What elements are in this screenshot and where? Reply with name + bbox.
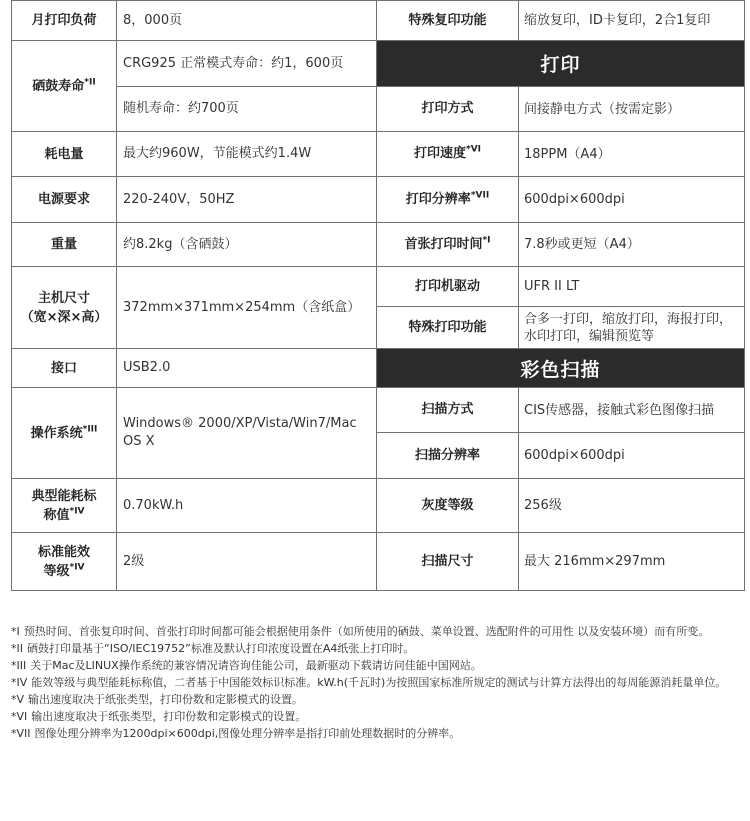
footnote bbox=[11, 623, 739, 640]
spec-label: 灰度等级 bbox=[377, 479, 519, 533]
spec-value: 600dpi×600dpi bbox=[519, 177, 745, 223]
footnote-text: 关于Mac及LINUX操作系统的兼容情况请咨询佳能公司，最新驱动下载请访问佳能中国网站。 bbox=[30, 659, 482, 672]
spec-value: 随机寿命：约700页 bbox=[117, 87, 377, 132]
footnote-mark: *I bbox=[11, 625, 20, 638]
spec-value: 缩放复印，ID卡复印，2合1复印 bbox=[519, 1, 745, 41]
spec-label: 耗电量 bbox=[12, 132, 117, 177]
spec-row bbox=[12, 1, 745, 41]
spec-label bbox=[12, 388, 117, 479]
footnote bbox=[11, 657, 739, 674]
footnote-text: 硒鼓打印量基于“ISO/IEC19752”标准及默认打印浓度设置在A4纸张上打印时。 bbox=[27, 642, 415, 655]
spec-label: 打印方式 bbox=[377, 87, 519, 132]
spec-label: 月打印负荷 bbox=[12, 1, 117, 41]
footnote-ref: *VI bbox=[465, 144, 482, 155]
spec-label: 扫描分辨率 bbox=[377, 433, 519, 479]
footnote-mark: *IV bbox=[11, 676, 28, 689]
spec-label bbox=[12, 267, 117, 349]
spec-value: 最大 216mm×297mm bbox=[519, 533, 745, 591]
label-text: 硒鼓寿命 bbox=[32, 78, 85, 94]
section-header-color-scan: 彩色扫描 bbox=[377, 349, 745, 388]
spec-value: 间接静电方式（按需定影） bbox=[519, 87, 745, 132]
footnote-ref: *III bbox=[82, 424, 98, 435]
footnote-mark: *VII bbox=[11, 727, 31, 740]
spec-value: 最大约960W，节能模式约1.4W bbox=[117, 132, 377, 177]
spec-value: 0.70kW.h bbox=[117, 479, 377, 533]
spec-value: 2级 bbox=[117, 533, 377, 591]
label-line: 称值 bbox=[43, 507, 70, 523]
spec-row bbox=[12, 41, 745, 87]
footnote-ref: *IV bbox=[69, 506, 85, 517]
spec-label: 接口 bbox=[12, 349, 117, 388]
label-line: 主机尺寸 bbox=[37, 290, 90, 306]
footnote-mark: *V bbox=[11, 693, 25, 706]
label-text: 操作系统 bbox=[30, 425, 83, 441]
label-text: 首张打印时间 bbox=[404, 236, 483, 252]
footnote-ref: *I bbox=[482, 235, 491, 246]
spec-label bbox=[12, 533, 117, 591]
footnote-mark: *VI bbox=[11, 710, 28, 723]
spec-row bbox=[12, 223, 745, 267]
footnote-text: 输出速度取决于纸张类型，打印份数和定影模式的设置。 bbox=[28, 693, 304, 706]
spec-value: Windows® 2000/XP/Vista/Win7/Mac OS X bbox=[117, 388, 377, 479]
spec-label bbox=[12, 41, 117, 132]
footnote bbox=[11, 708, 739, 725]
label-line: 等级 bbox=[43, 563, 70, 579]
spec-row bbox=[12, 177, 745, 223]
spec-label bbox=[377, 132, 519, 177]
footnote bbox=[11, 691, 739, 708]
spec-value: 18PPM（A4） bbox=[519, 132, 745, 177]
spec-row bbox=[12, 349, 745, 388]
spec-row bbox=[12, 132, 745, 177]
label-line: （宽×深×高） bbox=[20, 309, 108, 325]
spec-row bbox=[12, 87, 745, 132]
label-text: 打印分辨率 bbox=[405, 191, 471, 207]
footnote-text: 预热时间、首张复印时间、首张打印时间都可能会根据使用条件（如所使用的硒鼓、菜单设置、选配附件的可用性 以及安装环境）而有所变。 bbox=[23, 625, 710, 638]
spec-value: 600dpi×600dpi bbox=[519, 433, 745, 479]
footnote-mark: *II bbox=[11, 642, 23, 655]
spec-label: 打印机驱动 bbox=[377, 267, 519, 307]
spec-row bbox=[12, 388, 745, 433]
spec-row bbox=[12, 479, 745, 533]
spec-row bbox=[12, 533, 745, 591]
footnote bbox=[11, 674, 739, 691]
spec-value: 8，000页 bbox=[117, 1, 377, 41]
footnote-ref: *IV bbox=[69, 562, 85, 573]
spec-value: CIS传感器，接触式彩色图像扫描 bbox=[519, 388, 745, 433]
footnote bbox=[11, 725, 739, 742]
footnote-text: 输出速度取决于纸张类型，打印份数和定影模式的设置。 bbox=[31, 710, 307, 723]
spec-label: 特殊打印功能 bbox=[377, 307, 519, 349]
spec-label: 电源要求 bbox=[12, 177, 117, 223]
footnote-mark: *III bbox=[11, 659, 27, 672]
spec-label bbox=[377, 223, 519, 267]
label-text: 打印速度 bbox=[413, 146, 466, 161]
spec-label: 扫描方式 bbox=[377, 388, 519, 433]
spec-value: 372mm×371mm×254mm（含纸盒） bbox=[117, 267, 377, 349]
spec-table bbox=[11, 0, 745, 591]
footnote bbox=[11, 640, 739, 657]
spec-value: CRG925 正常模式寿命：约1，600页 bbox=[117, 41, 377, 87]
spec-value: 256级 bbox=[519, 479, 745, 533]
spec-value: USB2.0 bbox=[117, 349, 377, 388]
spec-label bbox=[377, 177, 519, 223]
spec-label: 扫描尺寸 bbox=[377, 533, 519, 591]
footnote-text: 能效等级与典型能耗标称值，二者基于中国能效标识标准。kW.h(千瓦时)为按照国家标准所规定的测试与计算方法得出的每周能源消耗量单位。 bbox=[31, 676, 727, 689]
spec-label bbox=[12, 479, 117, 533]
label-line: 标准能效 bbox=[37, 544, 90, 560]
footnote-text: 图像处理分辨率为1200dpi×600dpi,图像处理分辨率是指打印前处理数据时的分辨率。 bbox=[34, 727, 461, 740]
spec-row bbox=[12, 267, 745, 307]
spec-label: 重量 bbox=[12, 223, 117, 267]
spec-label: 特殊复印功能 bbox=[377, 1, 519, 41]
label-line: 典型能耗标 bbox=[31, 488, 97, 504]
section-header-print: 打印 bbox=[377, 41, 745, 87]
footnote-ref: *II bbox=[84, 77, 96, 88]
spec-value: UFR II LT bbox=[519, 267, 745, 307]
footnote-ref: *VII bbox=[470, 190, 490, 201]
spec-value: 约8.2kg（含硒鼓） bbox=[117, 223, 377, 267]
spec-value: 7.8秒或更短（A4） bbox=[519, 223, 745, 267]
spec-value: 220-240V，50HZ bbox=[117, 177, 377, 223]
footnotes bbox=[11, 623, 739, 742]
spec-value: 合多一打印，缩放打印，海报打印，水印打印，编辑预览等 bbox=[519, 307, 745, 349]
